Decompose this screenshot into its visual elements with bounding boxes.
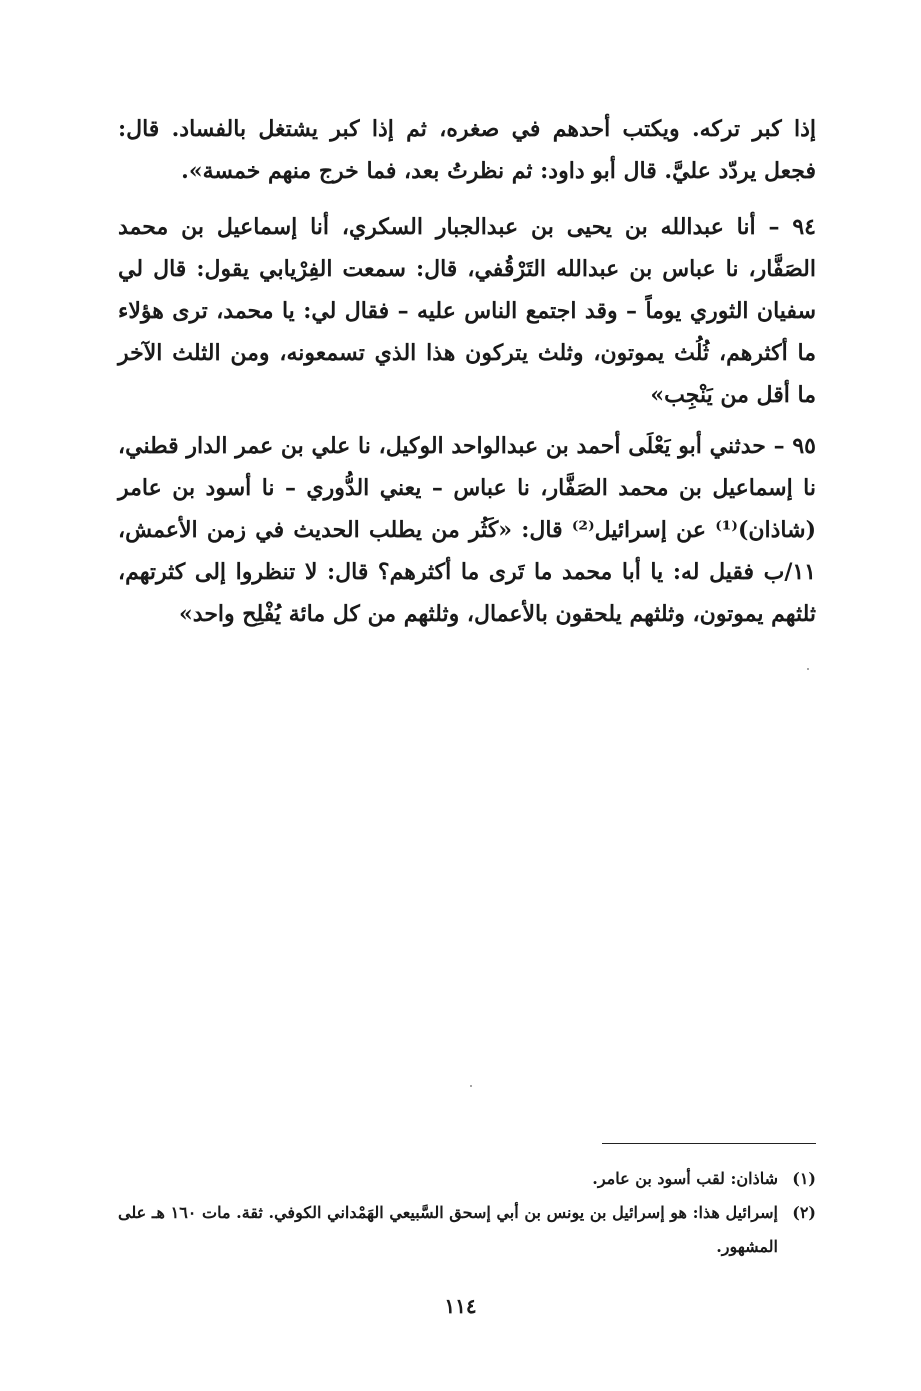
- footnote-text: شاذان: لقب أسود بن عامر.: [592, 1169, 778, 1188]
- paragraph-text: إذا كبر تركه. ويكتب أحدهم في صغره، ثم إذا كبر يشتغل بالفساد. قال: فجعل يردّد عليَّ. قال أبو داود: ثم نظرتُ بعد، فما خرج منهم خمسة».: [118, 116, 816, 184]
- paragraph-continuation: [118, 108, 816, 192]
- paragraph-text: ٩٥ – حدثني أبو يَعْلَى أحمد بن عبدالواحد الوكيل، نا علي بن عمر الدار قطني، نا إسماعيل بن محمد الصَفَّار، نا عباس – يعني الدُّوري – نا أسود بن عامر (شاذان)⁽¹⁾ عن إسرائيل⁽²⁾ قال: «كَثُر من يطلب الحديث في زمن الأعمش، ١١/ب فقيل له: يا أبا محمد ما تَرى ما أكثرهم؟ قال: لا تنظروا إلى كثرتهم، ثلثهم يموتون، وثلثهم يلحقون بالأعمال، وثلثهم من كل مائة يُفْلِح واحد»: [118, 433, 816, 627]
- footnote-number: (٢): [792, 1203, 816, 1222]
- paragraph-text: ٩٤ – أنا عبدالله بن يحيى بن عبدالجبار السكري، أنا إسماعيل بن محمد الصَفَّار، نا عباس بن عبدالله التَرْقُفي، قال: سمعت الفِرْيابي يقول: قال لي سفيان الثوري يوماً – وقد اجتمع الناس عليه – فقال لي: يا محمد، ترى هؤلاء ما أكثرهم، ثُلُث يموتون، وثلث يتركون هذا الذي تسمعونه، ومن الثلث الآخر ما أقل من يَنْجِب»: [118, 214, 816, 408]
- scan-speck: [470, 1085, 472, 1087]
- footnotes: [118, 1162, 816, 1264]
- paragraph-hadith-95: [118, 425, 816, 635]
- page-number: ١١٤: [444, 1294, 477, 1318]
- scan-speck: [807, 668, 809, 670]
- footnote-number: (١): [792, 1169, 816, 1188]
- footnote-2: [118, 1196, 816, 1264]
- footnote-text: إسرائيل هذا: هو إسرائيل بن يونس بن أبي إسحق السَّبيعي الهَمْداني الكوفي. ثقة. مات ١٦٠ هـ على المشهور.: [118, 1203, 778, 1256]
- paragraph-hadith-94: [118, 206, 816, 416]
- footnote-separator: [602, 1143, 816, 1144]
- footnote-1: [118, 1162, 816, 1196]
